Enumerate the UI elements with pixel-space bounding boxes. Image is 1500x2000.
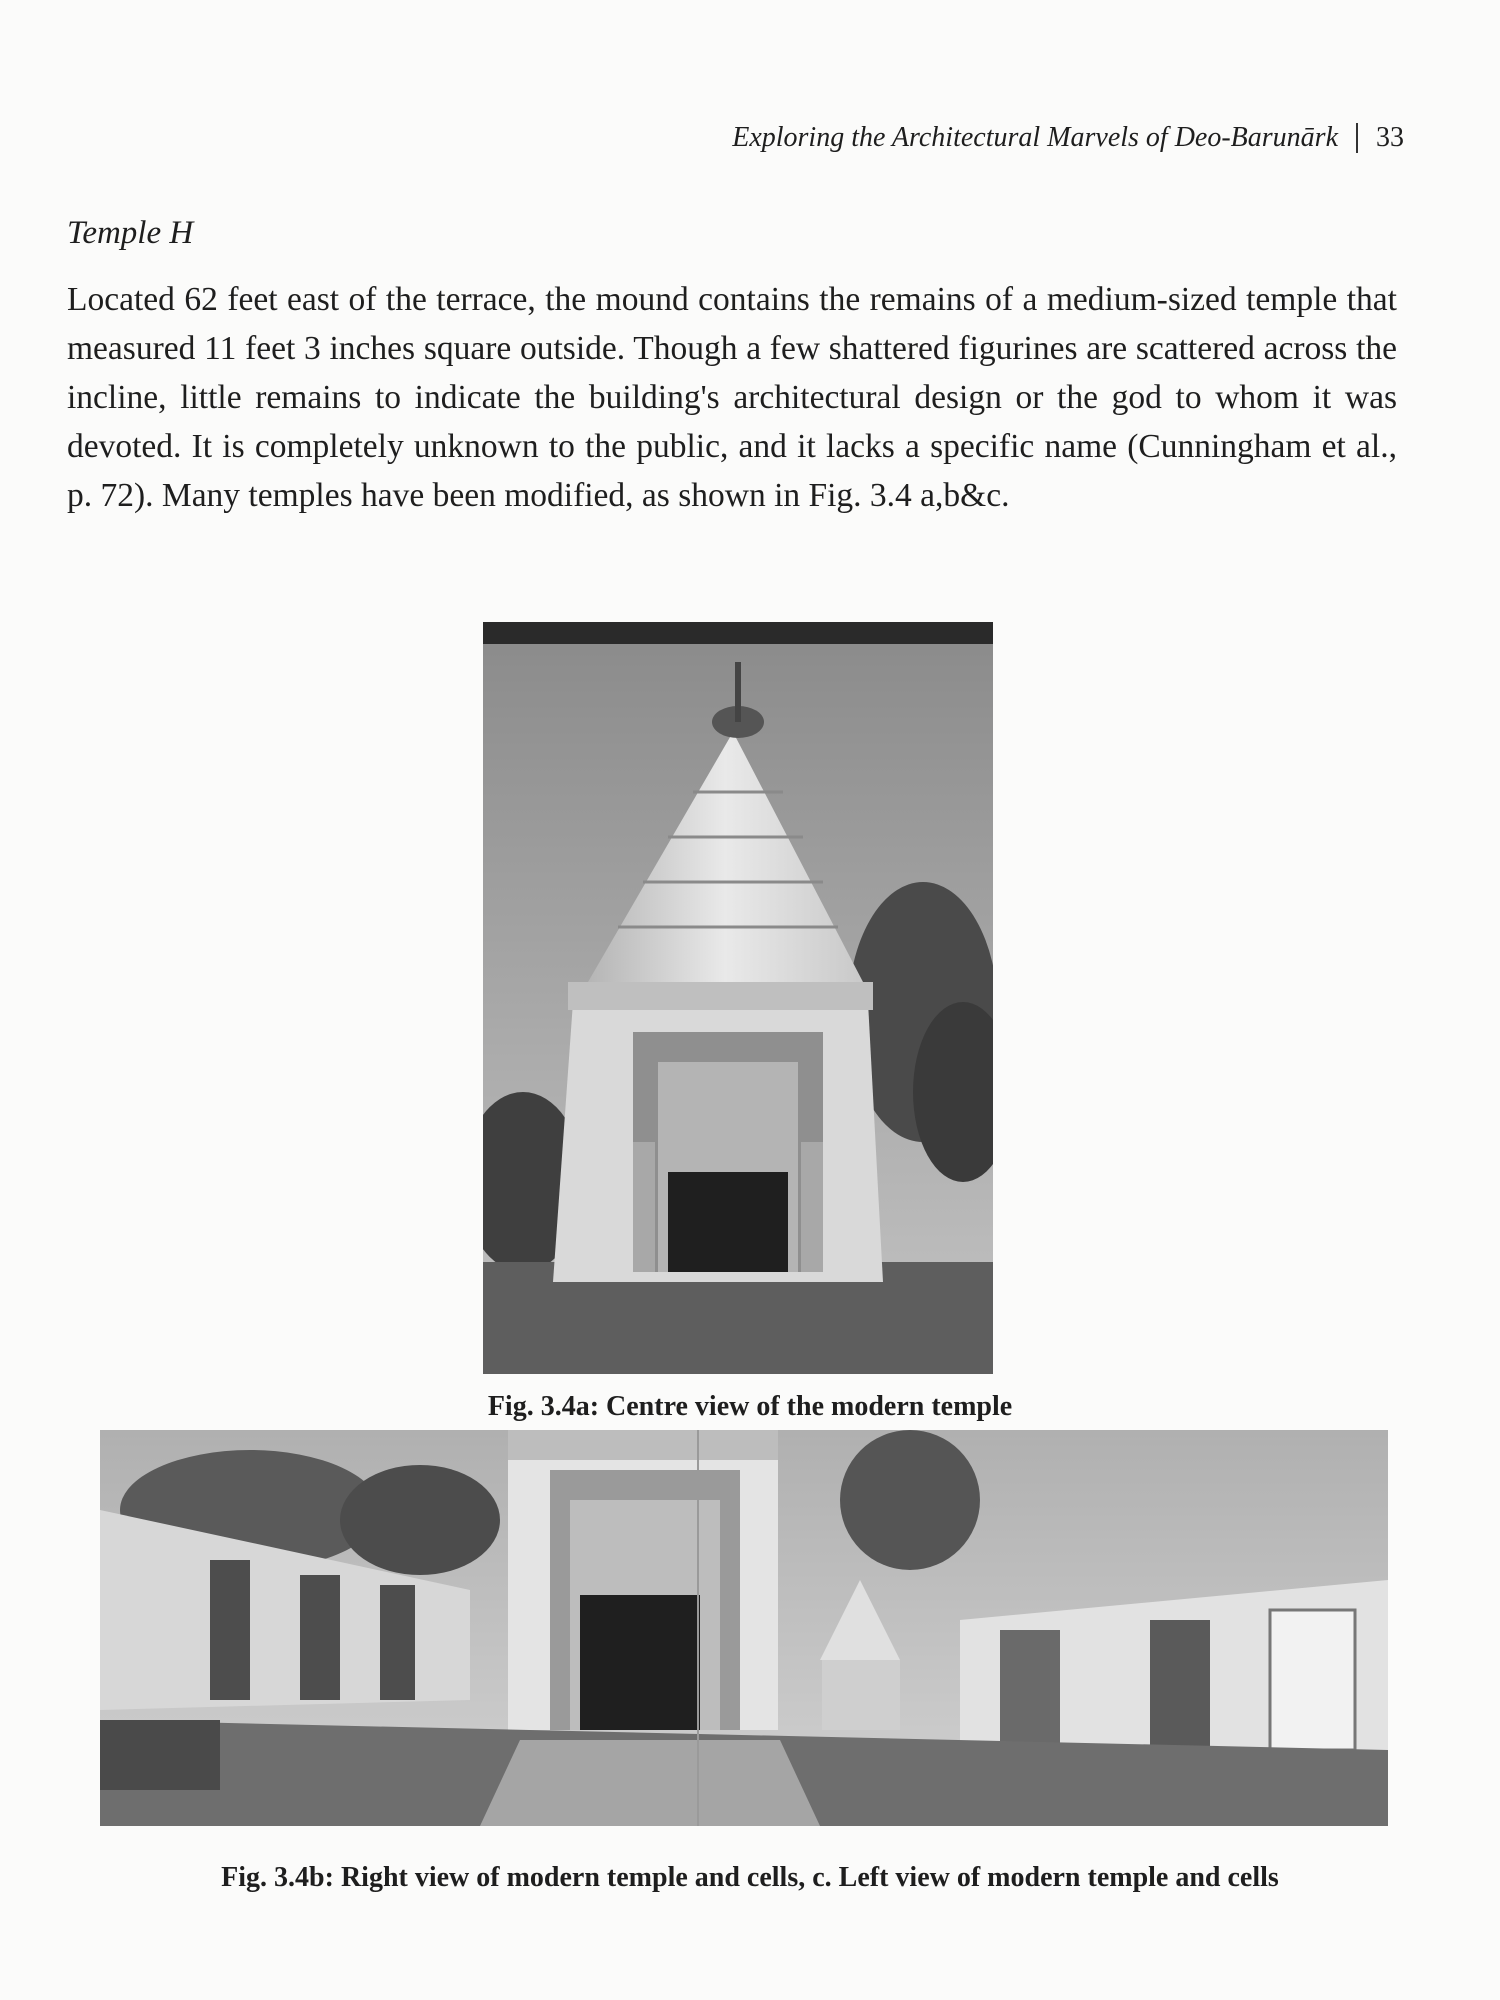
figure-temple-centre-photo <box>483 622 993 1374</box>
running-head <box>732 122 1404 154</box>
figure-temple-panorama-photo <box>100 1430 1388 1826</box>
header-divider <box>1356 123 1358 153</box>
figure-caption-b: Fig. 3.4b: Right view of modern temple and cells, c. Left view of modern temple and cells <box>221 1862 1279 1893</box>
body-paragraph: Located 62 feet east of the terrace, the mound contains the remains of a medium-sized temple that measured 11 feet 3 inches square outside. Though a few shattered figurines are scattered across the incline, little remains to indicate the building's architectural design or the god to whom it was devoted. It is completely unknown to the public, and it lacks a specific name (Cunningham et al., p. 72). Many temples have been modified, as shown in Fig. 3.4 a,b&c. <box>67 281 1397 514</box>
figure-caption-a: Fig. 3.4a: Centre view of the modern temple <box>487 1391 1013 1422</box>
page-number: 33 <box>1376 122 1404 153</box>
section-heading: Temple H <box>67 215 194 251</box>
running-title: Exploring the Architectural Marvels of Deo-Barunārk <box>732 122 1338 153</box>
